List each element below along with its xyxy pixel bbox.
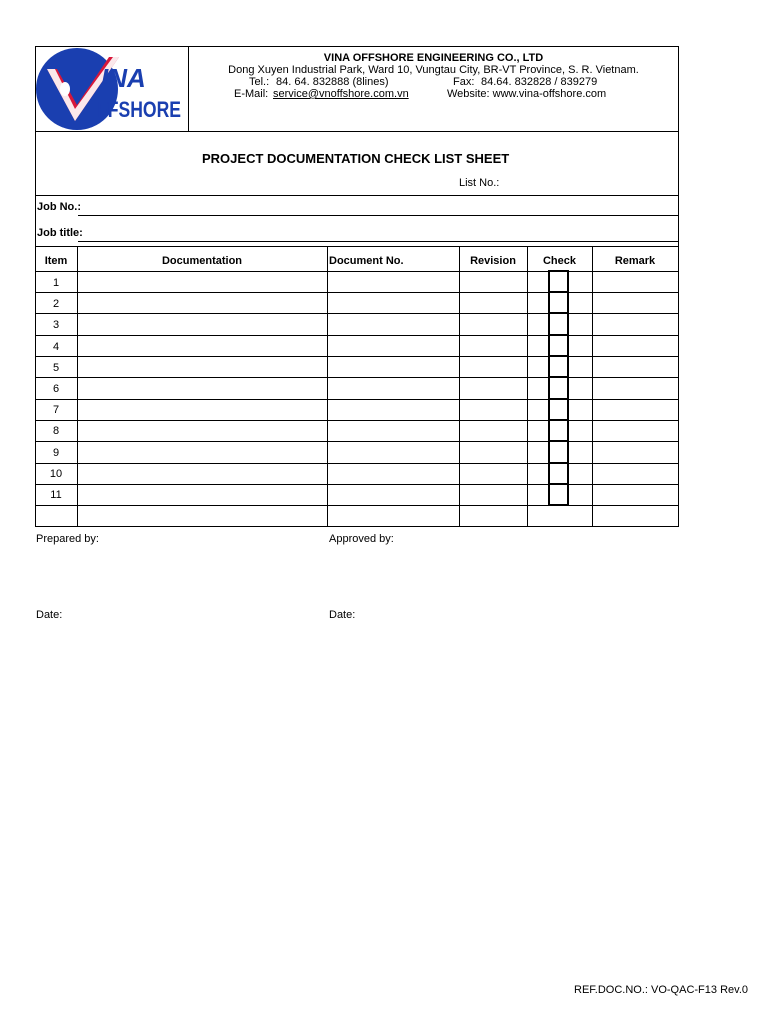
fax-label: Fax:: [453, 76, 475, 88]
table-bottom-line: [35, 526, 679, 527]
check-box-5[interactable]: [548, 355, 569, 378]
row-line: [35, 356, 679, 357]
row-number: 4: [52, 341, 60, 353]
col-header-documentation: Documentation: [161, 255, 243, 267]
check-box-3[interactable]: [548, 312, 569, 336]
row-number: 6: [52, 383, 60, 395]
row-line: [35, 377, 679, 378]
col-header-document-no: Document No.: [329, 255, 404, 267]
tel-value: 84. 64. 832888 (8lines): [276, 76, 389, 88]
row-line: [35, 463, 679, 464]
form-right-border: [678, 131, 679, 527]
row-number: 1: [52, 277, 60, 289]
check-box-11[interactable]: [548, 483, 569, 506]
job-title-label: Job title:: [37, 227, 83, 239]
fax-value: 84.64. 832828 / 839279: [481, 76, 598, 88]
job-title-field-line[interactable]: [78, 241, 679, 242]
date-label-left: Date:: [36, 609, 63, 621]
logo-text-top: INA: [101, 63, 146, 93]
row-number: 2: [52, 298, 60, 310]
row-line: [35, 484, 679, 485]
row-line: [35, 335, 679, 336]
email-link[interactable]: service@vnoffshore.com.vn: [273, 88, 409, 100]
company-logo: [35, 47, 187, 131]
check-box-9[interactable]: [548, 440, 569, 464]
row-number: 11: [50, 489, 62, 501]
row-line: [35, 313, 679, 314]
job-no-label: Job No.:: [37, 201, 81, 213]
prepared-by-label: Prepared by:: [36, 533, 99, 545]
form-title: PROJECT DOCUMENTATION CHECK LIST SHEET: [202, 151, 510, 166]
check-box-8[interactable]: [548, 419, 569, 442]
check-box-7[interactable]: [548, 398, 569, 421]
email-label: E-Mail:: [234, 88, 269, 100]
row-number: 5: [52, 362, 60, 374]
website-text: Website: www.vina-offshore.com: [447, 88, 607, 100]
job-top-line: [35, 195, 679, 196]
job-no-field-line[interactable]: [78, 215, 679, 216]
row-line: [35, 399, 679, 400]
date-label-right: Date:: [329, 609, 356, 621]
table-top-double: [35, 246, 679, 247]
check-box-2[interactable]: [548, 291, 569, 314]
tel-label: Tel.:: [249, 76, 270, 88]
row-number: 3: [52, 319, 60, 331]
row-number: 10: [49, 468, 63, 480]
col-header-check: Check: [542, 255, 577, 267]
company-address: Dong Xuyen Industrial Park, Ward 10, Vungtau City, BR-VT Province, S. R. Vietnam.: [228, 64, 639, 76]
check-box-1[interactable]: [548, 270, 569, 293]
row-number: 9: [52, 447, 60, 459]
col-header-revision: Revision: [470, 255, 516, 267]
row-line: [35, 505, 679, 506]
row-line: [35, 292, 679, 293]
row-line: [35, 271, 679, 272]
reference-doc-number: REF.DOC.NO.: VO-QAC-F13 Rev.0: [574, 984, 748, 996]
row-number: 8: [52, 425, 60, 437]
row-line: [35, 441, 679, 442]
check-box-10[interactable]: [548, 462, 569, 485]
check-box-6[interactable]: [548, 376, 569, 400]
approved-by-label: Approved by:: [329, 533, 394, 545]
list-no-label: List No.:: [459, 177, 500, 189]
check-box-4[interactable]: [548, 334, 569, 357]
company-name: VINA OFFSHORE ENGINEERING CO., LTD: [323, 52, 544, 64]
row-number: 7: [52, 404, 60, 416]
col-header-remark: Remark: [614, 255, 656, 267]
row-line: [35, 420, 679, 421]
col-header-item: Item: [44, 255, 68, 267]
logo-text-bottom: FFSHORE: [97, 97, 181, 122]
